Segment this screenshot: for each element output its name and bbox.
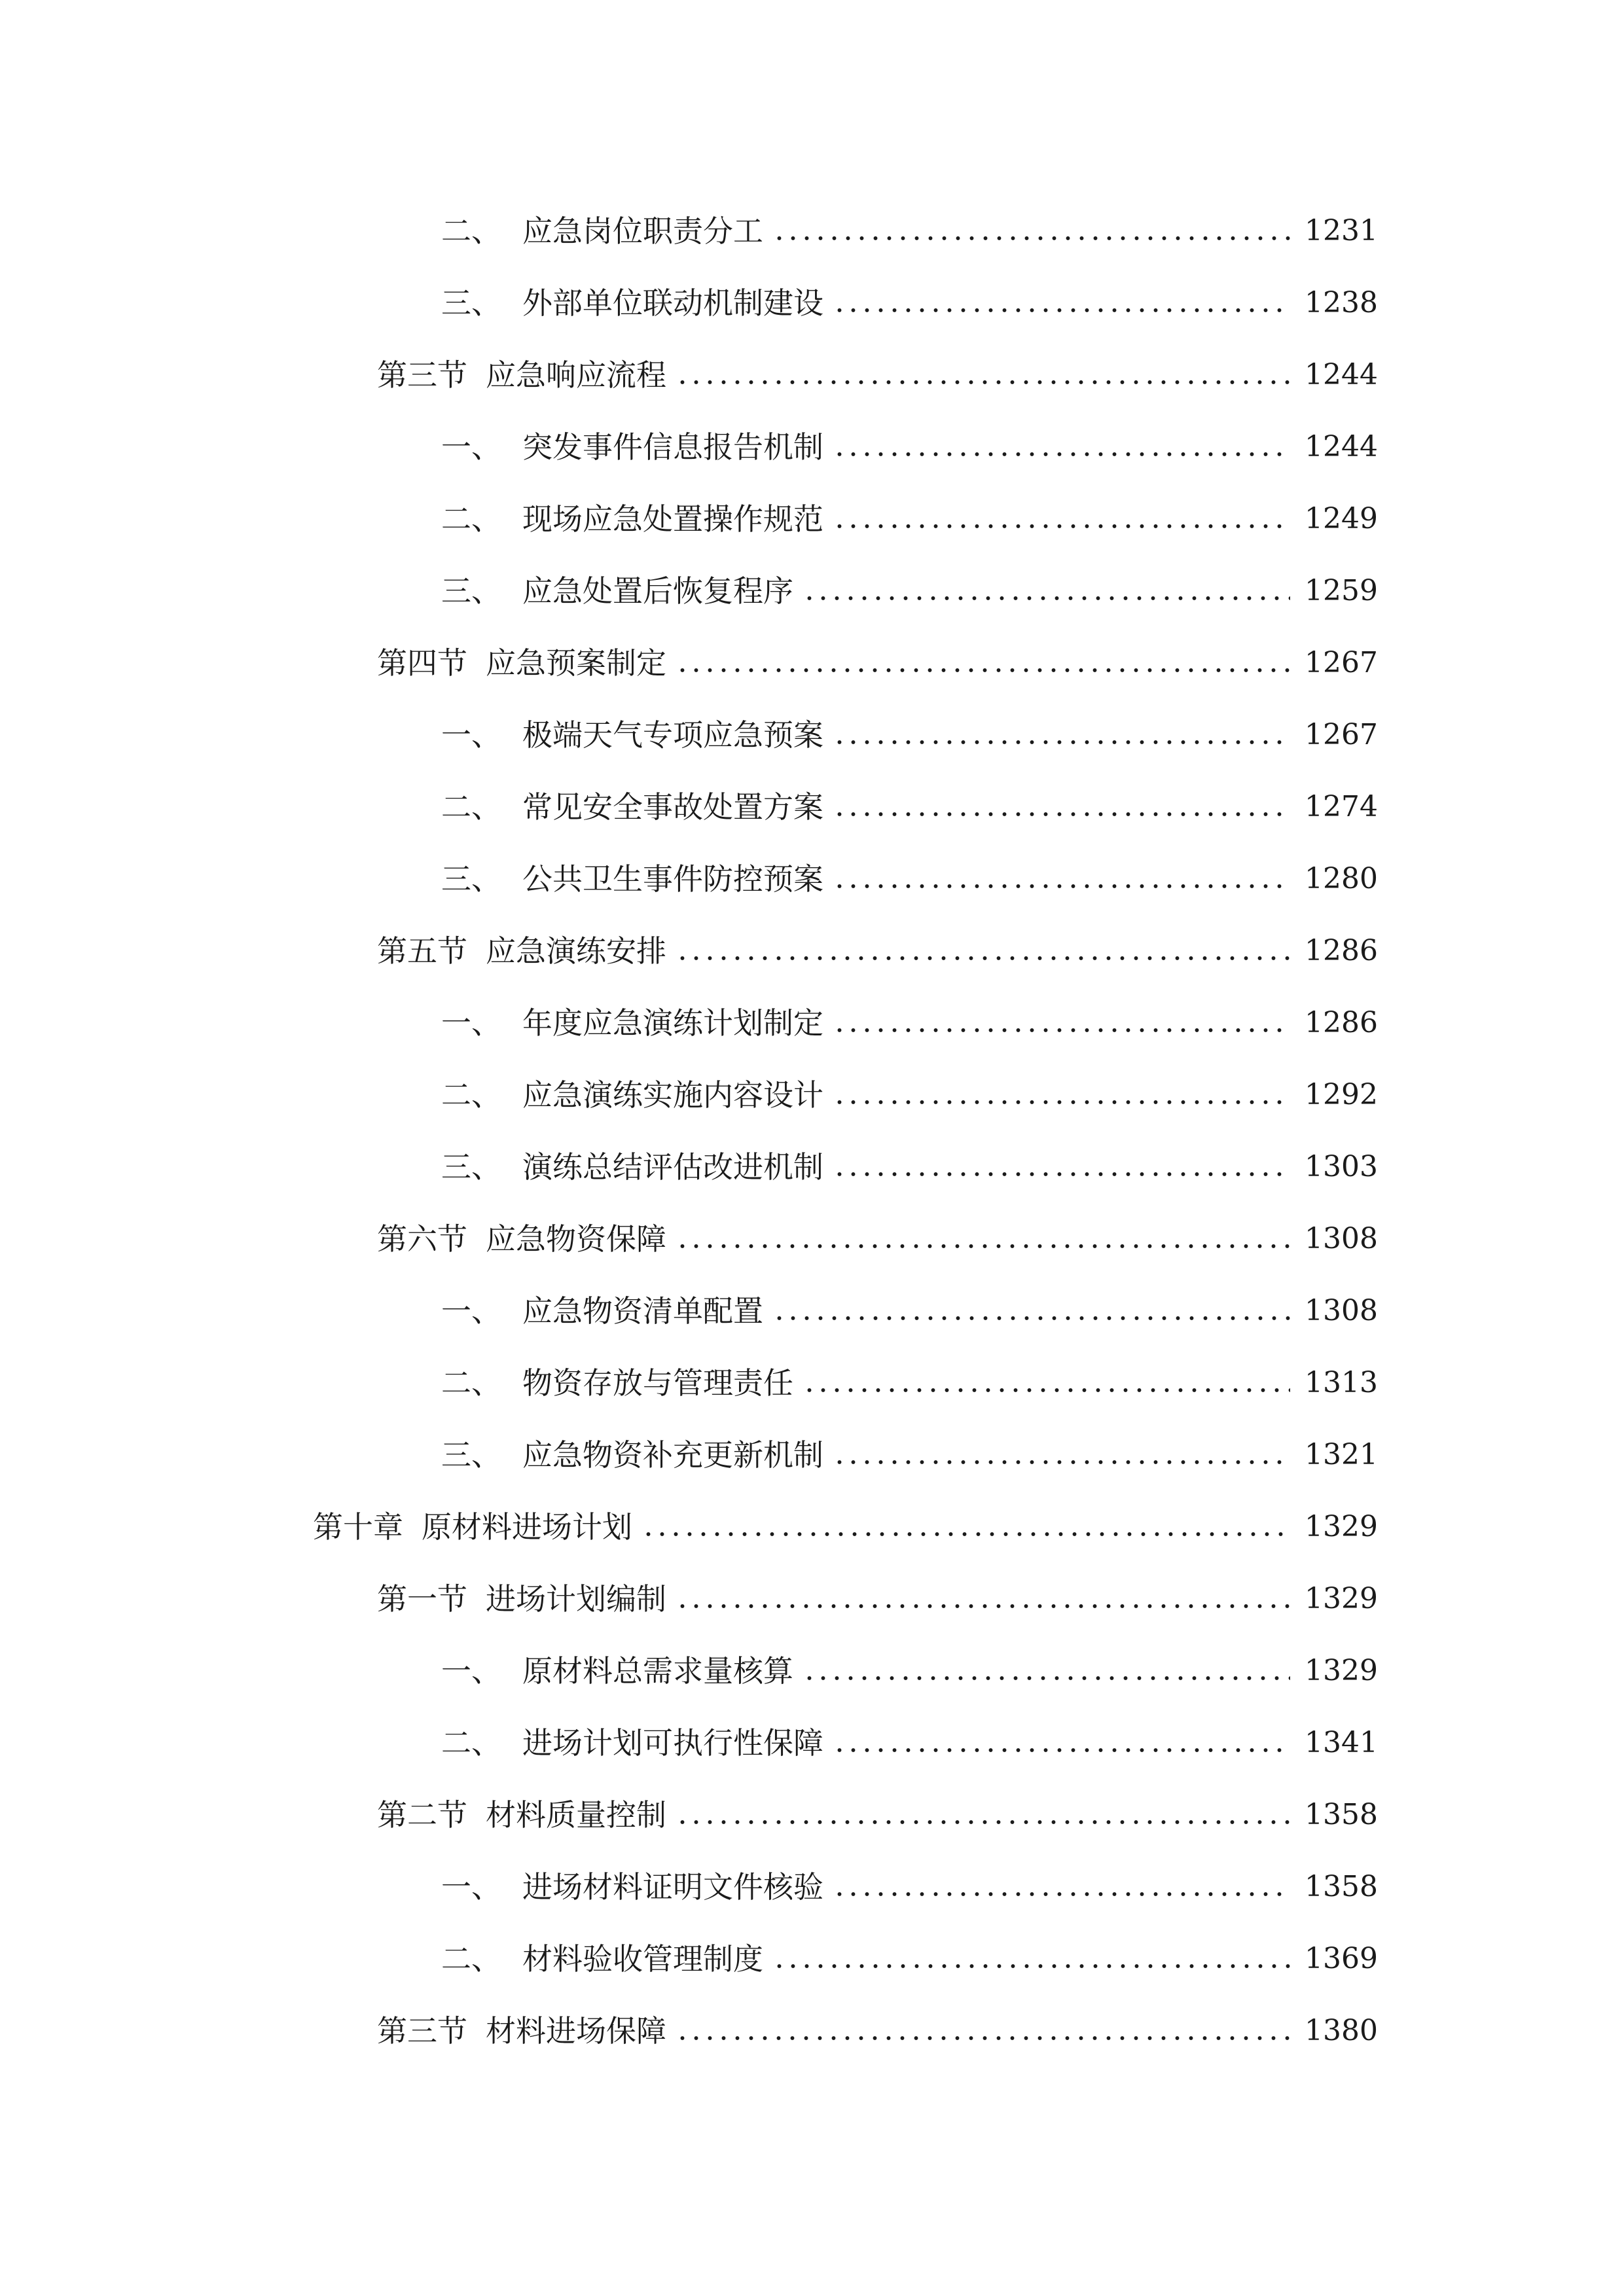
toc-entry-number: 第十章 — [313, 1509, 403, 1545]
dot-leader — [833, 792, 1290, 822]
toc-entry-number: 二、 — [441, 1365, 501, 1401]
toc-entry-title: 应急物资保障 — [486, 1221, 666, 1257]
toc-entry-label — [441, 1653, 793, 1689]
toc-entry-title: 应急预案制定 — [486, 645, 666, 681]
toc-entry-title: 物资存放与管理责任 — [522, 1365, 793, 1401]
dot-leader — [803, 576, 1290, 606]
toc-entry[interactable] — [0, 987, 1624, 1059]
toc-entry-label — [441, 285, 823, 321]
toc-entry[interactable] — [0, 1131, 1624, 1203]
dot-leader — [676, 360, 1290, 390]
table-of-contents — [0, 195, 1624, 2067]
toc-section[interactable] — [0, 1779, 1624, 1851]
toc-entry-number: 第三节 — [377, 357, 467, 393]
toc-entry-label — [441, 1365, 793, 1401]
toc-entry-label — [441, 1437, 823, 1473]
toc-entry-number: 第六节 — [377, 1221, 467, 1257]
toc-entry-number: 二、 — [441, 501, 501, 537]
toc-entry-title: 应急演练安排 — [486, 933, 666, 969]
toc-entry-page: 1286 — [1305, 934, 1378, 967]
toc-entry-page: 1231 — [1305, 214, 1378, 247]
toc-entry-label — [441, 1077, 823, 1113]
toc-entry-title: 材料验收管理制度 — [522, 1941, 763, 1977]
dot-leader — [833, 720, 1290, 750]
toc-section[interactable] — [0, 915, 1624, 987]
dot-leader — [833, 1080, 1290, 1110]
toc-entry-title: 原材料进场计划 — [422, 1509, 632, 1545]
dot-leader — [833, 1872, 1290, 1902]
toc-entry-title: 进场计划编制 — [486, 1581, 666, 1617]
toc-entry-number: 一、 — [441, 1653, 501, 1689]
toc-entry-title: 原材料总需求量核算 — [522, 1653, 793, 1689]
dot-leader — [676, 936, 1290, 966]
toc-entry-title: 应急响应流程 — [486, 357, 666, 393]
toc-entry-page: 1329 — [1305, 1582, 1378, 1615]
dot-leader — [676, 1584, 1290, 1614]
toc-entry-label — [441, 1293, 763, 1329]
toc-entry-number: 一、 — [441, 1005, 501, 1041]
toc-entry-title: 演练总结评估改进机制 — [522, 1149, 823, 1185]
toc-entry-page: 1238 — [1305, 286, 1378, 319]
toc-entry-label — [377, 1221, 666, 1257]
toc-entry-number: 一、 — [441, 1293, 501, 1329]
toc-entry-title: 年度应急演练计划制定 — [522, 1005, 823, 1041]
toc-entry[interactable] — [0, 195, 1624, 267]
dot-leader — [772, 216, 1290, 246]
toc-entry-title: 外部单位联动机制建设 — [522, 285, 823, 321]
toc-entry[interactable] — [0, 1923, 1624, 1995]
toc-entry-title: 应急物资补充更新机制 — [522, 1437, 823, 1473]
toc-entry-label — [377, 2013, 666, 2049]
toc-entry[interactable] — [0, 1851, 1624, 1923]
toc-entry-page: 1303 — [1305, 1150, 1378, 1183]
toc-entry-label — [377, 1581, 666, 1617]
toc-entry-number: 三、 — [441, 573, 501, 609]
toc-section[interactable] — [0, 339, 1624, 411]
toc-entry[interactable] — [0, 771, 1624, 843]
toc-entry-title: 应急处置后恢复程序 — [522, 573, 793, 609]
toc-entry-title: 极端天气专项应急预案 — [522, 717, 823, 753]
toc-entry-title: 公共卫生事件防控预案 — [522, 861, 823, 897]
toc-entry-page: 1329 — [1305, 1654, 1378, 1687]
dot-leader — [833, 1728, 1290, 1758]
dot-leader — [833, 1008, 1290, 1038]
toc-entry-number: 第一节 — [377, 1581, 467, 1617]
toc-entry-number: 二、 — [441, 1725, 501, 1761]
toc-entry-label — [441, 1725, 823, 1761]
toc-entry-number: 一、 — [441, 429, 501, 465]
dot-leader — [833, 1440, 1290, 1470]
toc-entry-label — [377, 357, 666, 393]
toc-entry-title: 进场计划可执行性保障 — [522, 1725, 823, 1761]
toc-entry[interactable] — [0, 699, 1624, 771]
dot-leader — [676, 2016, 1290, 2046]
toc-entry-page: 1329 — [1305, 1510, 1378, 1543]
dot-leader — [772, 1944, 1290, 1974]
toc-entry-page: 1292 — [1305, 1078, 1378, 1111]
toc-entry[interactable] — [0, 1635, 1624, 1707]
toc-entry-page: 1259 — [1305, 574, 1378, 607]
toc-entry-number: 第五节 — [377, 933, 467, 969]
toc-entry-page: 1308 — [1305, 1294, 1378, 1327]
toc-entry-number: 一、 — [441, 717, 501, 753]
toc-entry-number: 三、 — [441, 285, 501, 321]
toc-section[interactable] — [0, 1563, 1624, 1635]
toc-entry-title: 应急岗位职责分工 — [522, 213, 763, 249]
toc-entry-page: 1244 — [1305, 358, 1378, 391]
toc-chapter[interactable] — [0, 1491, 1624, 1563]
toc-entry-number: 二、 — [441, 789, 501, 825]
toc-entry-title: 应急物资清单配置 — [522, 1293, 763, 1329]
toc-entry-label — [441, 1869, 823, 1905]
toc-entry-page: 1321 — [1305, 1438, 1378, 1471]
toc-entry-page: 1380 — [1305, 2014, 1378, 2047]
toc-entry-number: 三、 — [441, 1149, 501, 1185]
toc-entry-label — [377, 933, 666, 969]
toc-entry-title: 进场材料证明文件核验 — [522, 1869, 823, 1905]
toc-entry-page: 1244 — [1305, 430, 1378, 463]
toc-entry-label — [441, 1149, 823, 1185]
toc-entry-number: 二、 — [441, 1077, 501, 1113]
toc-entry-number: 三、 — [441, 861, 501, 897]
toc-entry-title: 常见安全事故处置方案 — [522, 789, 823, 825]
toc-entry[interactable] — [0, 483, 1624, 555]
toc-section[interactable] — [0, 1203, 1624, 1275]
toc-entry-page: 1249 — [1305, 502, 1378, 535]
toc-entry-number: 二、 — [441, 1941, 501, 1977]
toc-entry-label — [441, 861, 823, 897]
toc-entry[interactable] — [0, 1059, 1624, 1131]
toc-entry[interactable] — [0, 1419, 1624, 1491]
dot-leader — [833, 432, 1290, 462]
toc-entry-number: 二、 — [441, 213, 501, 249]
toc-section[interactable] — [0, 627, 1624, 699]
toc-entry[interactable] — [0, 843, 1624, 915]
dot-leader — [641, 1512, 1290, 1542]
dot-leader — [803, 1656, 1290, 1686]
toc-entry-title: 材料质量控制 — [486, 1797, 666, 1833]
toc-entry-page: 1341 — [1305, 1726, 1378, 1759]
toc-entry-title: 应急演练实施内容设计 — [522, 1077, 823, 1113]
toc-entry[interactable] — [0, 1275, 1624, 1347]
dot-leader — [833, 504, 1290, 534]
toc-entry-page: 1358 — [1305, 1870, 1378, 1903]
toc-entry-page: 1267 — [1305, 718, 1378, 751]
dot-leader — [676, 1800, 1290, 1830]
dot-leader — [833, 288, 1290, 318]
toc-section[interactable] — [0, 1995, 1624, 2067]
toc-entry-page: 1274 — [1305, 790, 1378, 823]
toc-entry-label — [441, 213, 763, 249]
dot-leader — [676, 1224, 1290, 1254]
dot-leader — [833, 1152, 1290, 1182]
toc-entry-title: 材料进场保障 — [486, 2013, 666, 2049]
toc-entry-label — [377, 1797, 666, 1833]
toc-entry-label — [441, 573, 793, 609]
toc-entry-number: 一、 — [441, 1869, 501, 1905]
toc-entry-page: 1286 — [1305, 1006, 1378, 1039]
toc-entry[interactable] — [0, 267, 1624, 339]
toc-entry-title: 突发事件信息报告机制 — [522, 429, 823, 465]
toc-entry-label — [441, 789, 823, 825]
toc-entry-number: 第四节 — [377, 645, 467, 681]
toc-entry[interactable] — [0, 555, 1624, 627]
toc-entry-number: 第二节 — [377, 1797, 467, 1833]
toc-entry-page: 1280 — [1305, 862, 1378, 895]
toc-entry-number: 三、 — [441, 1437, 501, 1473]
toc-entry-label — [313, 1509, 632, 1545]
toc-entry-label — [441, 1005, 823, 1041]
toc-entry[interactable] — [0, 1707, 1624, 1779]
toc-entry-page: 1267 — [1305, 646, 1378, 679]
toc-entry-label — [441, 717, 823, 753]
toc-entry-page: 1369 — [1305, 1942, 1378, 1975]
dot-leader — [676, 648, 1290, 678]
toc-entry-label — [377, 645, 666, 681]
toc-entry-page: 1308 — [1305, 1222, 1378, 1255]
toc-entry-page: 1313 — [1305, 1366, 1378, 1399]
toc-entry-title: 现场应急处置操作规范 — [522, 501, 823, 537]
toc-entry-page: 1358 — [1305, 1798, 1378, 1831]
toc-entry-label — [441, 1941, 763, 1977]
toc-entry[interactable] — [0, 1347, 1624, 1419]
dot-leader — [833, 864, 1290, 894]
toc-entry-label — [441, 429, 823, 465]
dot-leader — [803, 1368, 1290, 1398]
toc-entry-number: 第三节 — [377, 2013, 467, 2049]
toc-entry[interactable] — [0, 411, 1624, 483]
toc-entry-label — [441, 501, 823, 537]
dot-leader — [772, 1296, 1290, 1326]
